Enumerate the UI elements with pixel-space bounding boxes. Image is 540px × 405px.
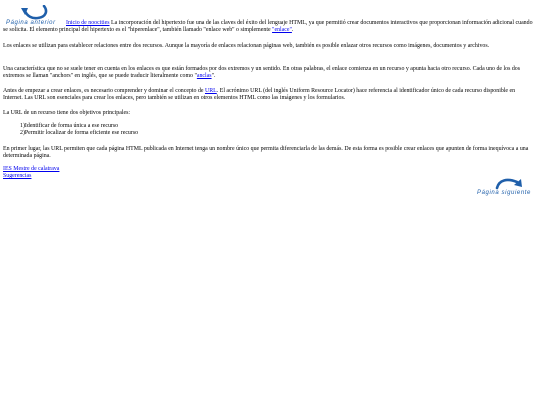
home-link[interactable]: Inicio de noocities: [66, 20, 110, 26]
intro-text-end: .: [291, 27, 294, 33]
anchors-text-end: ".: [211, 73, 216, 79]
ies-link[interactable]: IES Mestre de calatrava: [3, 166, 60, 172]
suggestions-link[interactable]: Sugerencias: [3, 173, 32, 179]
intro-paragraph: [3, 20, 533, 34]
objectives-list: [20, 123, 138, 137]
url-text-end: . El acrónimo URL (del inglés Uniform Resource Locator) hace referencia al identificador único de cada recurso disponible en Internet. Las URL son esenciales para crear los enlaces, pero también se utilizan en otros elementos HTML como las imágenes y los formularios.: [3, 88, 516, 101]
paragraph-resources: Los enlaces se utilizan para establecer relaciones entre dos recursos. Aunque la mayoría de enlaces relacionan páginas web, también es posible enlazar otros recursos como imágenes, documentos y archivos.: [3, 43, 490, 49]
paragraph-anchors: [3, 66, 533, 80]
url-link[interactable]: URL: [204, 88, 217, 94]
list-item: 2)Permitir localizar de forma eficiente ese recurso: [20, 130, 139, 136]
enlace-link[interactable]: "enlace": [272, 27, 292, 33]
url-text: Antes de empezar a crear enlaces, es necesario comprender y dominar el concepto de: [3, 88, 205, 94]
paragraph-url: [3, 88, 533, 102]
paragraph-objectives-intro: La URL de un recurso tiene dos objetivos principales:: [3, 110, 131, 116]
intro-text: La incorporación del hipertexto fue una de las claves del éxito del lenguaje HTML, ya que permitió crear documentos interactivos que proporcionan información adicional cuando se solicita. El elemento principal del hipertexto es el "hiperenlace", también llamado "enlace web" o simplemente: [3, 20, 533, 33]
anclas-link[interactable]: anclas: [196, 73, 212, 79]
next-page-label: Página siguiente: [477, 190, 531, 196]
footer-links: [3, 166, 59, 180]
list-item: 1)Identificar de forma única a ese recurso: [20, 123, 119, 129]
paragraph-unique-names: En primer lugar, las URL permiten que cada página HTML publicada en Internet tenga un nombre único que permita diferenciarla de las demás. De esta forma es posible crear enlaces que apunten de forma inequívoca a una determinada página.: [3, 146, 529, 159]
anchors-text: Una característica que no se suele tener en cuenta en los enlaces es que están formados por dos extremos y un sentido. En otras palabras, el enlace comienza en un recurso y apunta hacia otro recurso. Cada uno de los dos extremos se llaman "anchors" en inglés, que se puede traducir literalmente como ": [3, 66, 521, 79]
curved-arrow-back-icon: [18, 5, 54, 21]
previous-page-label: Página anterior: [6, 20, 56, 26]
next-page-button[interactable]: [475, 176, 539, 200]
